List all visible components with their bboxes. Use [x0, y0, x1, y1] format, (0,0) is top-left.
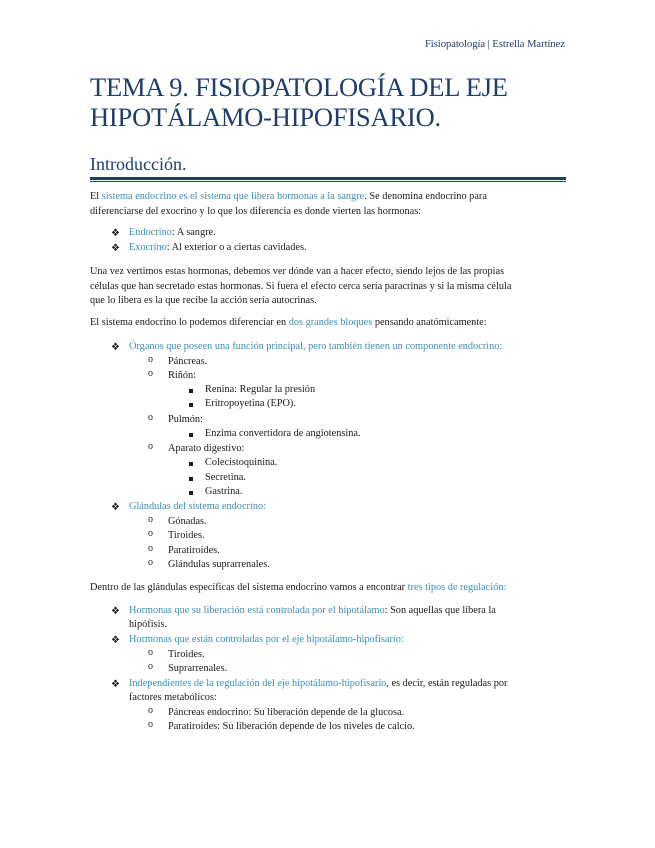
- list-item: Páncreas endocrino: Su liberación depende de la glucosa.: [168, 707, 405, 718]
- list-item: Eritropoyetina (EPO).: [205, 398, 296, 409]
- circle-bullet-icon: o: [148, 368, 153, 379]
- circle-bullet-icon: o: [148, 719, 153, 730]
- text: diferenciarse del exocrino y lo que los diferencia es donde vierten las hormonas:: [90, 205, 422, 217]
- list-item: Secretina.: [205, 472, 246, 483]
- paragraph-hormones: [90, 265, 546, 309]
- highlight-text: Independientes de la regulación del eje hipotálamo-hipofisario: [129, 678, 387, 689]
- list-heading: Glándulas del sistema endocrino:: [129, 501, 266, 512]
- highlight-text: sistema endocrino es el sistema que libera hormonas a la sangre: [101, 191, 365, 202]
- diamond-bullet-icon: ❖: [111, 502, 120, 513]
- list-item: [129, 677, 507, 692]
- text: : Son aquellas que libera la: [384, 605, 496, 616]
- page-title: [90, 72, 590, 132]
- circle-bullet-icon: o: [148, 528, 153, 539]
- list-item: Glándulas suprarrenales.: [168, 559, 270, 570]
- text: pensando anatómicamente:: [372, 317, 487, 328]
- paragraph-blocks: [90, 316, 546, 331]
- text: células que han secretado estas hormonas. Si fuera el efecto cerca sería paracrinas y si la misma célula: [90, 280, 512, 292]
- circle-bullet-icon: o: [148, 705, 153, 716]
- square-bullet-icon: [189, 389, 193, 393]
- diamond-bullet-icon: ❖: [111, 243, 120, 254]
- circle-bullet-icon: o: [148, 661, 153, 672]
- diamond-bullet-icon: ❖: [111, 635, 120, 646]
- list-item: Gónadas.: [168, 516, 207, 527]
- section-heading: Introducción.: [90, 154, 187, 174]
- circle-bullet-icon: o: [148, 557, 153, 568]
- square-bullet-icon: [189, 477, 193, 481]
- text: El sistema endocrino lo podemos diferenciar en: [90, 317, 289, 328]
- diamond-bullet-icon: ❖: [111, 679, 120, 690]
- text: Dentro de las glándulas específicas del sistema endocrino vamos a encontrar: [90, 582, 408, 593]
- highlight-text: Endocrino: [129, 227, 172, 238]
- list-item: [129, 226, 216, 241]
- title-line-1: TEMA 9. FISIOPATOLOGÍA DEL EJE: [90, 72, 508, 102]
- list-item: Suprarrenales.: [168, 663, 228, 674]
- list-item: Renina: Regular la presión: [205, 384, 316, 395]
- circle-bullet-icon: o: [148, 514, 153, 525]
- list-item-continuation: hipófisis.: [129, 619, 168, 630]
- list-item-continuation: factores metabólicos:: [129, 692, 217, 703]
- list-item: Paratiroides: Su liberación depende de los niveles de calcio.: [168, 721, 415, 732]
- list-item: Aparato digestivo:: [168, 443, 245, 454]
- list-item: Pulmón:: [168, 414, 203, 425]
- circle-bullet-icon: o: [148, 354, 153, 365]
- square-bullet-icon: [189, 433, 193, 437]
- diamond-bullet-icon: ❖: [111, 606, 120, 617]
- paragraph-regulation: [90, 581, 546, 596]
- heading-rule: [90, 177, 566, 180]
- list-item: Enzima convertidora de angiotensina.: [205, 428, 361, 439]
- text: El: [90, 191, 102, 202]
- list-heading: Hormonas que están controladas por el eje hipotálamo-hipofisario:: [129, 634, 404, 645]
- list-item: Tiroides.: [168, 649, 205, 660]
- text: . Se denomina endocrino para: [364, 191, 487, 202]
- list-item: Riñón:: [168, 370, 197, 381]
- circle-bullet-icon: o: [148, 441, 153, 452]
- diamond-bullet-icon: ❖: [111, 342, 120, 353]
- highlight-text: Hormonas que su liberación está controlada por el hipotálamo: [129, 605, 385, 616]
- title-line-2: HIPOTÁLAMO-HIPOFISARIO.: [90, 102, 441, 132]
- heading-rule-thin: [90, 181, 566, 182]
- circle-bullet-icon: o: [148, 412, 153, 423]
- highlight-text: dos grandes bloques: [288, 317, 373, 328]
- highlight-text: Exocrino: [129, 242, 167, 253]
- circle-bullet-icon: o: [148, 647, 153, 658]
- highlight-text: tres tipos de regulación:: [407, 582, 507, 593]
- square-bullet-icon: [189, 462, 193, 466]
- text: : Al exterior o a ciertas cavidades.: [166, 242, 307, 253]
- list-item: [129, 241, 307, 256]
- square-bullet-icon: [189, 491, 193, 495]
- list-item: Gastrina.: [205, 486, 243, 497]
- list-item: Colecistoquinina.: [205, 457, 278, 468]
- list-item: Páncreas.: [168, 356, 208, 367]
- text: que lo libera es la que recibe la acción sería autocrinas.: [90, 295, 317, 306]
- text: , es decir, están reguladas por: [386, 678, 508, 689]
- diamond-bullet-icon: ❖: [111, 228, 120, 239]
- text: Una vez vertimos estas hormonas, debemos ver dónde van a hacer efecto, siendo lejos de las propias: [90, 266, 505, 277]
- text: : A sangre.: [171, 227, 216, 238]
- running-header: Fisiopatología | Estrella Martínez: [424, 39, 565, 50]
- list-item: [129, 604, 496, 619]
- paragraph-intro: [90, 190, 546, 219]
- square-bullet-icon: [189, 403, 193, 407]
- circle-bullet-icon: o: [148, 543, 153, 554]
- list-item: Paratiroides.: [168, 545, 220, 556]
- list-heading: Órganos que poseen una función principal, pero también tienen un componente endocrino:: [129, 341, 503, 352]
- list-item: Tiroides.: [168, 530, 205, 541]
